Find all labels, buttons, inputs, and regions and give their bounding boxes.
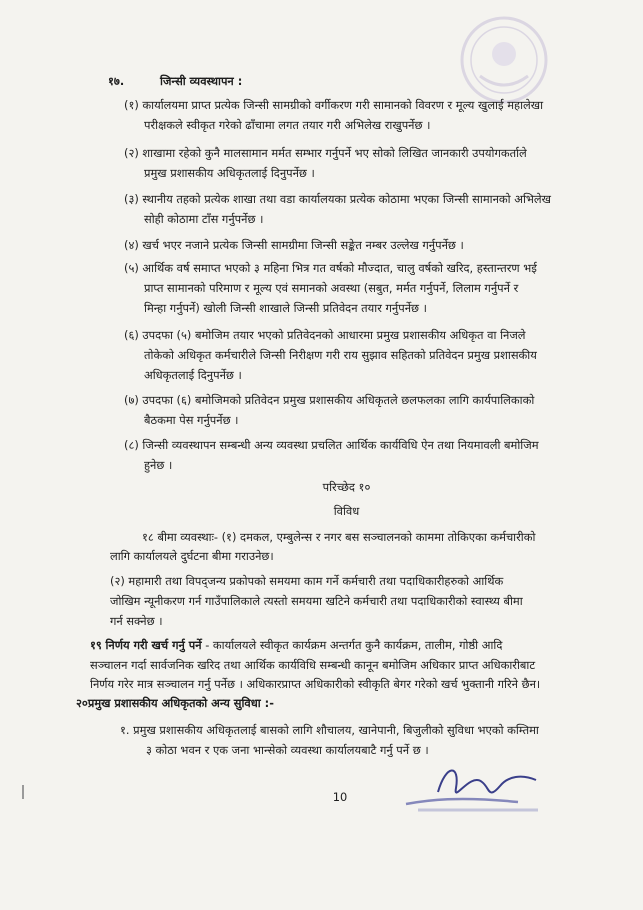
section-19-line-2: सञ्चालन गर्दा सार्वजनिक खरिद तथा आर्थिक कार्यविधि सम्बन्धी कानून बमोजिम अधिकार प्राप्त अधिकारीबाट	[90, 658, 536, 672]
section-17-line-11: (६) उपदफा (५) बमोजिम तयार भएको प्रतिवेदनको आधारमा प्रमुख प्रशासकीय अधिकृत वा निजले	[124, 328, 526, 342]
section-17-line-10: मिन्हा गर्नुपर्ने) खोली जिन्सी शाखाले जिन्सी प्रतिवेदन तयार गर्नुपर्नेछ ।	[144, 301, 427, 315]
section-18-line-3: (२) महामारी तथा विपद्जन्य प्रकोपको समयमा काम गर्ने कर्मचारी तथा पदाधिकारीहरुको आर्थिक	[110, 574, 504, 588]
section-18-line-4: जोखिम न्यूनीकरण गर्न गाउँपालिकाले त्यस्तो समयमा खटिने कर्मचारी तथा पदाधिकारीको स्वास्थ्य बीमा	[110, 594, 523, 608]
section-17-line-7: (४) खर्च भएर नजाने प्रत्येक जिन्सी सामग्रीमा जिन्सी सङ्केत नम्बर उल्लेख गर्नुपर्नेछ ।	[124, 238, 464, 252]
section-17-line-6: सोही कोठामा टाँस गर्नुपर्नेछ ।	[144, 212, 264, 226]
margin-pen-mark	[22, 785, 24, 799]
section-17-line-15: बैठकमा पेस गर्नुपर्नेछ ।	[144, 413, 239, 427]
page-number: 10	[332, 790, 348, 804]
section-19-first-line-rest: - कार्यालयले स्वीकृत कार्यक्रम अन्तर्गत कुनै कार्यक्रम, तालीम, गोष्ठी आदि	[205, 638, 503, 652]
section-17-number: १७.	[108, 74, 125, 88]
section-20-heading: २०प्रमुख प्रशासकीय अधिकृतको अन्य सुविधा :-	[76, 696, 274, 710]
section-18-line-5: गर्न सक्नेछ ।	[110, 614, 163, 628]
section-17-line-16: (८) जिन्सी व्यवस्थापन सम्बन्धी अन्य व्यवस्था प्रचलित आर्थिक कार्यविधि ऐन तथा नियमावली बमोजिम	[124, 438, 539, 452]
office-seal-stamp	[458, 14, 550, 106]
section-17-line-4: प्रमुख प्रशासकीय अधिकृतलाई दिनुपर्नेछ ।	[144, 166, 315, 180]
section-17-line-5: (३) स्थानीय तहको प्रत्येक शाखा तथा वडा कार्यालयका प्रत्येक कोठामा भएका जिन्सी सामानको अभिलेख	[124, 192, 551, 206]
section-19-number: १९	[90, 638, 102, 652]
section-17-line-13: अधिकृतलाई दिनुपर्नेछ ।	[144, 368, 242, 382]
section-17-line-2: परीक्षकले स्वीकृत गरेको ढाँचामा लगत तयार गरी अभिलेख राखुपर्नेछ ।	[144, 118, 431, 132]
section-17-heading: जिन्सी व्यवस्थापन :	[160, 74, 243, 88]
section-18-line-2: लागि कार्यालयले दुर्घटना बीमा गराउनेछ।	[110, 549, 274, 563]
section-17-line-12: तोकेको अधिकृत कर्मचारीले जिन्सी निरीक्षण गरी राय सुझाव सहितको प्रतिवेदन प्रमुख प्रशासकीय	[144, 348, 537, 362]
section-19-heading: निर्णय गरी खर्च गर्नु पर्ने	[105, 638, 202, 652]
section-20-line-2: ३ कोठा भवन र एक जना भान्सेको व्यवस्था कार्यालयबाटै गर्नु पर्ने छ ।	[146, 743, 429, 757]
section-20-line-1: १. प्रमुख प्रशासकीय अधिकृतलाई बासको लागि शौचालय, खानेपानी, बिजुलीको सुविधा भएको कम्तिमा	[120, 723, 539, 737]
section-17-line-1: (१) कार्यालयमा प्राप्त प्रत्येक जिन्सी सामग्रीको वर्गीकरण गरी सामानको विवरण र मूल्य खुलाई महालेखा	[124, 98, 544, 112]
section-19-first-line	[90, 638, 502, 652]
signature-scribble	[398, 752, 548, 822]
section-17-line-14: (७) उपदफा (६) बमोजिमको प्रतिवेदन प्रमुख प्रशासकीय अधिकृतले छलफलका लागि कार्यपालिकाको	[124, 393, 535, 407]
section-17-line-9: प्राप्त सामानको परिमाण र मूल्य एवं समानको अवस्था (सबुत, मर्मत गर्नुपर्ने, लिलाम गर्नुपर्ने र	[144, 281, 519, 295]
section-18-line-1: १८ बीमा व्यवस्थाः- (१) दमकल, एम्बुलेन्स र नगर बस सञ्चालनको काममा तोकिएका कर्मचारीको	[142, 530, 536, 544]
chapter-subtitle: विविध	[333, 504, 360, 518]
chapter-title: परिच्छेद १०	[322, 480, 371, 494]
section-17-line-17: हुनेछ ।	[144, 458, 173, 472]
section-17-line-8: (५) आर्थिक वर्ष समाप्त भएको ३ महिना भित्र गत वर्षको मौज्दात, चालु वर्षको खरिद, हस्तान्तरण भई	[124, 261, 537, 275]
section-19-line-3: निर्णय गरेर मात्र सञ्चालन गर्नु पर्नेछ । अधिकारप्राप्त अधिकारीको स्वीकृति बेगर गरेको खर्च भुक्तानी गरिने छैन।	[90, 677, 541, 691]
section-17-line-3: (२) शाखामा रहेको कुनै मालसामान मर्मत सम्भार गर्नुपर्ने भए सोको लिखित जानकारी उपयोगकर्ताले	[124, 146, 527, 160]
